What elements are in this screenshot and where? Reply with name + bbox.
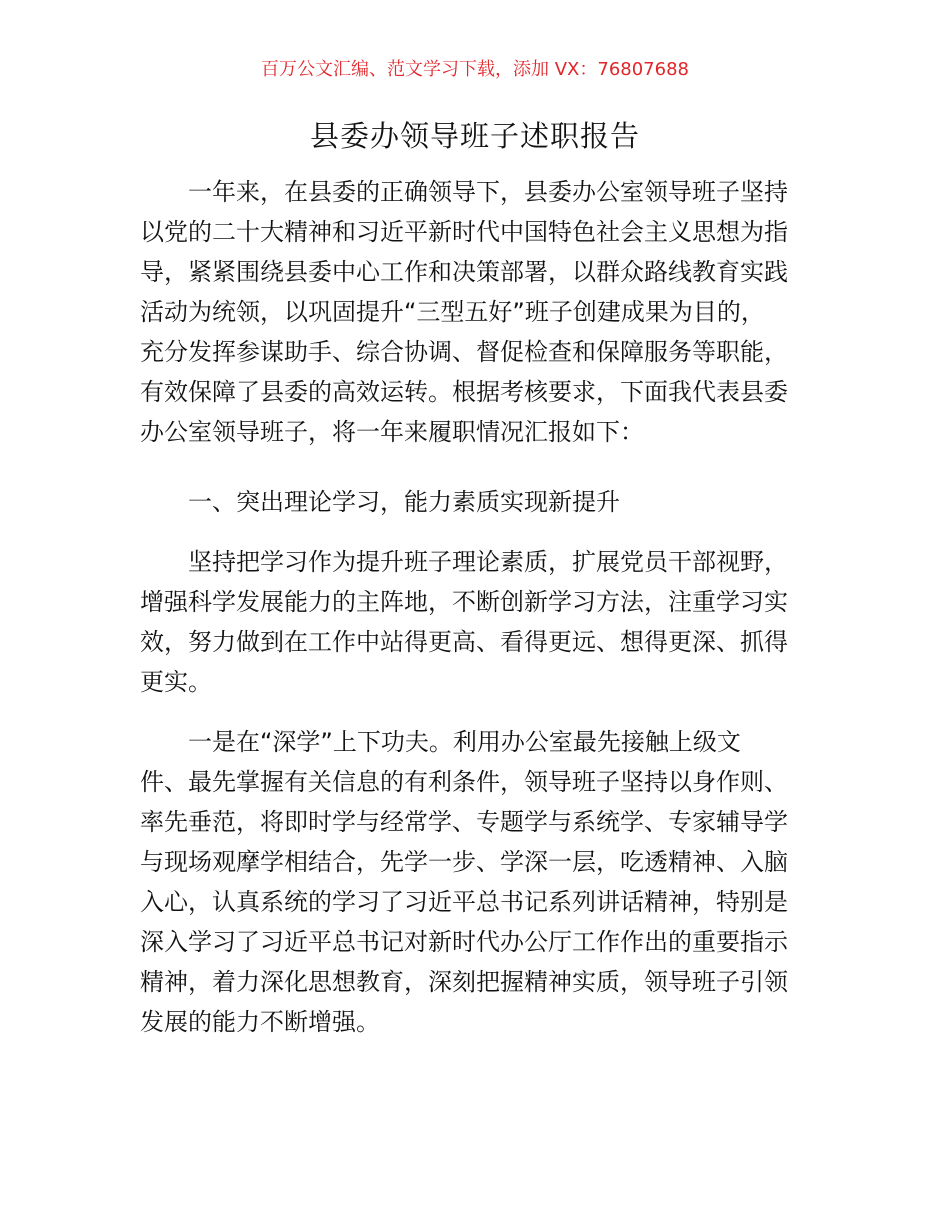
text-line: 增强科学发展能力的主阵地，不断创新学习方法，注重学习实	[140, 588, 788, 616]
text-line: 坚持把学习作为提升班子理论素质，扩展党员干部视野，	[188, 548, 788, 576]
text-line: 活动为统领，以巩固提升“三型五好”班子创建成果为目的，	[140, 298, 765, 326]
text-line: 办公室领导班子，将一年来履职情况汇报如下：	[140, 418, 644, 446]
watermark-banner: 百万公文汇编、范文学习下载，添加 VX：76807688	[261, 59, 689, 80]
text-line: 更实。	[140, 668, 212, 696]
text-line: 以党的二十大精神和习近平新时代中国特色社会主义思想为指	[140, 218, 788, 246]
text-line: 入心，认真系统的学习了习近平总书记系列讲话精神，特别是	[140, 888, 788, 916]
text-line: 充分发挥参谋助手、综合协调、督促检查和保障服务等职能，	[140, 338, 788, 366]
heading-line: 一、突出理论学习，能力素质实现新提升	[188, 488, 620, 516]
text-line: 发展的能力不断增强。	[140, 1008, 380, 1036]
text-line: 精神，着力深化思想教育，深刻把握精神实质，领导班子引领	[140, 968, 788, 996]
text-line: 件、最先掌握有关信息的有利条件，领导班子坚持以身作则、	[140, 768, 788, 796]
text-line: 与现场观摩学相结合，先学一步、学深一层，吃透精神、入脑	[140, 848, 788, 876]
document-title: 县委办领导班子述职报告	[309, 119, 640, 153]
text-line: 导，紧紧围绕县委中心工作和决策部署，以群众路线教育实践	[140, 258, 788, 286]
text-line: 率先垂范，将即时学与经常学、专题学与系统学、专家辅导学	[140, 808, 788, 836]
text-line: 一年来，在县委的正确领导下，县委办公室领导班子坚持	[188, 178, 788, 206]
text-line: 深入学习了习近平总书记对新时代办公厅工作作出的重要指示	[140, 928, 788, 956]
text-line: 一是在“深学”上下功夫。利用办公室最先接触上级文	[188, 728, 741, 756]
text-line: 有效保障了县委的高效运转。根据考核要求，下面我代表县委	[140, 378, 788, 406]
text-line: 效，努力做到在工作中站得更高、看得更远、想得更深、抓得	[140, 628, 788, 656]
